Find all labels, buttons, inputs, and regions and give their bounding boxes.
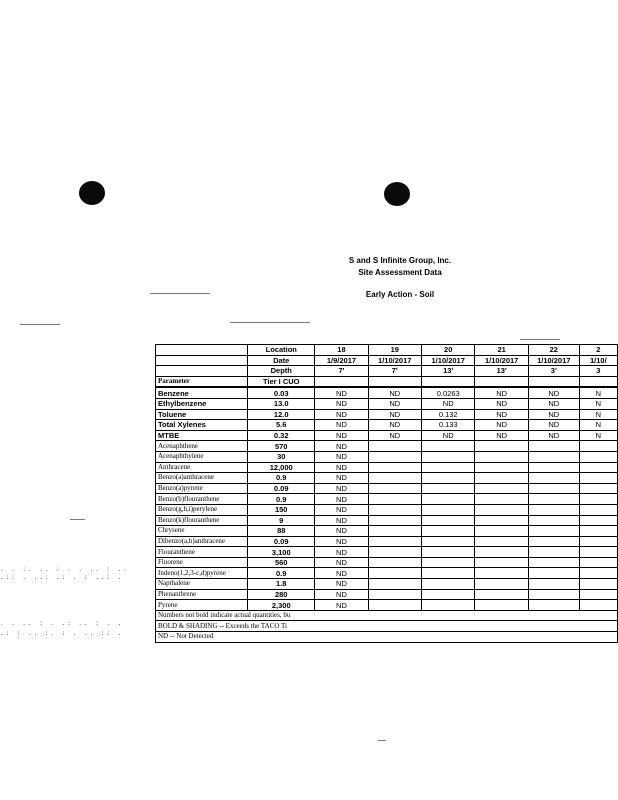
result-cell: ND: [315, 557, 368, 568]
result-cell: ND: [315, 473, 368, 484]
cuo-cell: 280: [248, 589, 315, 600]
result-cell: [579, 579, 617, 590]
result-cell: 19: [368, 345, 421, 356]
result-cell: [579, 473, 617, 484]
result-cell: [421, 547, 474, 558]
cuo-cell: 570: [248, 441, 315, 452]
parameter-cell: MTBE: [156, 430, 248, 441]
result-cell: [475, 451, 528, 462]
result-cell: [579, 526, 617, 537]
table-row: [156, 547, 618, 558]
scan-speckle: [150, 293, 210, 294]
table-row: [156, 515, 618, 526]
parameter-cell: Dibenzo(a,h)anthracene: [156, 536, 248, 547]
header-row: [156, 376, 618, 387]
scan-speckle: [378, 740, 386, 741]
scan-speckle: [230, 322, 310, 323]
result-cell: [579, 568, 617, 579]
note-row: [156, 621, 618, 632]
scan-speckle: [20, 324, 60, 325]
cuo-cell: Tier I CUO: [248, 376, 315, 387]
result-cell: [421, 589, 474, 600]
result-cell: 13': [475, 366, 528, 377]
parameter-cell: Chrysene: [156, 526, 248, 537]
parameter-cell: Phenanthrene: [156, 589, 248, 600]
parameter-cell: [156, 355, 248, 366]
result-cell: [528, 526, 579, 537]
result-cell: ND: [315, 568, 368, 579]
result-cell: [421, 579, 474, 590]
result-cell: ND: [315, 536, 368, 547]
report-subtitle: Site Assessment Data: [358, 268, 442, 277]
table-row: [156, 494, 618, 505]
result-cell: 7': [368, 366, 421, 377]
table-row: [156, 398, 618, 409]
result-cell: ND: [315, 600, 368, 611]
scan-noise: . . .. : . .: .. : . .: [0, 620, 124, 627]
result-cell: 3: [579, 366, 617, 377]
result-cell: ND: [315, 441, 368, 452]
parameter-cell: Acenaphthylene: [156, 451, 248, 462]
result-cell: [368, 473, 421, 484]
table-row: [156, 526, 618, 537]
result-cell: 7': [315, 366, 368, 377]
result-cell: [528, 483, 579, 494]
parameter-cell: Benzo(a)anthracene: [156, 473, 248, 484]
result-cell: [421, 494, 474, 505]
table-row: [156, 568, 618, 579]
result-cell: [475, 526, 528, 537]
result-cell: 1/10/2017: [528, 355, 579, 366]
result-cell: ND: [421, 398, 474, 409]
table-row: [156, 579, 618, 590]
result-cell: 21: [475, 345, 528, 356]
table-row: [156, 557, 618, 568]
result-cell: N: [579, 430, 617, 441]
result-cell: 0.133: [421, 420, 474, 431]
result-cell: ND: [368, 430, 421, 441]
parameter-cell: Benzo(k)flouranthene: [156, 515, 248, 526]
result-cell: ND: [315, 462, 368, 473]
result-cell: [315, 376, 368, 387]
result-cell: [528, 557, 579, 568]
cuo-cell: 150: [248, 504, 315, 515]
result-cell: [475, 504, 528, 515]
result-cell: [368, 600, 421, 611]
result-cell: [475, 557, 528, 568]
result-cell: ND: [368, 420, 421, 431]
result-cell: 20: [421, 345, 474, 356]
result-cell: [579, 504, 617, 515]
result-cell: ND: [421, 430, 474, 441]
result-cell: 3': [528, 366, 579, 377]
result-cell: 0.132: [421, 409, 474, 420]
result-cell: [475, 600, 528, 611]
binder-hole-left: [79, 181, 105, 205]
result-cell: [475, 494, 528, 505]
result-cell: [421, 557, 474, 568]
result-cell: ND: [528, 430, 579, 441]
result-cell: [528, 515, 579, 526]
result-cell: ND: [315, 409, 368, 420]
result-cell: [528, 600, 579, 611]
result-cell: [368, 547, 421, 558]
result-cell: 1/9/2017: [315, 355, 368, 366]
result-cell: [475, 589, 528, 600]
cuo-cell: 0.03: [248, 387, 315, 398]
result-cell: [421, 504, 474, 515]
scan-noise: . . :. .. : . . .. : ..: [0, 566, 129, 573]
result-cell: ND: [315, 430, 368, 441]
section-title: Early Action - Soil: [365, 290, 435, 299]
note-row: [156, 610, 618, 621]
result-cell: N: [579, 409, 617, 420]
result-cell: [579, 451, 617, 462]
parameter-cell: [156, 366, 248, 377]
result-cell: [368, 451, 421, 462]
result-cell: 22: [528, 345, 579, 356]
cuo-cell: 3,100: [248, 547, 315, 558]
cuo-cell: 0.9: [248, 494, 315, 505]
parameter-cell: Acenaphthene: [156, 441, 248, 452]
cuo-cell: 0.09: [248, 483, 315, 494]
parameter-cell: Anthracene: [156, 462, 248, 473]
note-text: Numbers not bold indicate actual quantities, bu: [156, 610, 618, 621]
table-row: [156, 441, 618, 452]
result-cell: 13': [421, 366, 474, 377]
table-row: [156, 430, 618, 441]
parameter-cell: Benzene: [156, 387, 248, 398]
result-cell: [368, 579, 421, 590]
result-cell: 1/10/2017: [368, 355, 421, 366]
result-cell: [368, 557, 421, 568]
cuo-cell: 0.9: [248, 568, 315, 579]
cuo-cell: 0.09: [248, 536, 315, 547]
result-cell: ND: [315, 547, 368, 558]
scan-noise: .:: . ..: .: . : ..: .: [0, 574, 124, 581]
result-cell: [368, 589, 421, 600]
header-row: [156, 366, 618, 377]
result-cell: [421, 473, 474, 484]
result-cell: ND: [475, 420, 528, 431]
result-cell: [579, 483, 617, 494]
table-row: [156, 387, 618, 398]
table-row: [156, 462, 618, 473]
result-cell: [368, 483, 421, 494]
parameter-cell: Benzo(a)pyrene: [156, 483, 248, 494]
cuo-cell: 12,000: [248, 462, 315, 473]
result-cell: [579, 515, 617, 526]
result-cell: ND: [315, 589, 368, 600]
result-cell: [421, 600, 474, 611]
scan-speckle: [70, 519, 85, 520]
scan-speckle: [520, 339, 560, 340]
result-cell: ND: [528, 409, 579, 420]
result-cell: [528, 462, 579, 473]
result-cell: [579, 600, 617, 611]
table-row: [156, 420, 618, 431]
parameter-cell: Parameter: [156, 376, 248, 387]
result-cell: [368, 568, 421, 579]
result-cell: [528, 579, 579, 590]
result-cell: [421, 451, 474, 462]
parameter-cell: Benzo(b)flouranthene: [156, 494, 248, 505]
cuo-cell: 12.0: [248, 409, 315, 420]
result-cell: ND: [528, 398, 579, 409]
result-cell: [475, 579, 528, 590]
result-cell: ND: [315, 504, 368, 515]
result-cell: [528, 473, 579, 484]
result-cell: [475, 462, 528, 473]
result-cell: [579, 376, 617, 387]
parameter-cell: Benzo(g,h,i)perylene: [156, 504, 248, 515]
table-row: [156, 536, 618, 547]
result-cell: N: [579, 420, 617, 431]
result-cell: [475, 568, 528, 579]
result-cell: ND: [315, 387, 368, 398]
result-cell: [368, 462, 421, 473]
result-cell: [579, 589, 617, 600]
result-cell: [528, 568, 579, 579]
soil-data-table: [155, 344, 618, 643]
result-cell: [579, 462, 617, 473]
result-cell: [421, 536, 474, 547]
result-cell: [579, 557, 617, 568]
result-cell: ND: [315, 494, 368, 505]
result-cell: [421, 376, 474, 387]
result-cell: ND: [315, 420, 368, 431]
header-row: [156, 345, 618, 356]
cuo-cell: 0.9: [248, 473, 315, 484]
table-row: [156, 409, 618, 420]
result-cell: [421, 462, 474, 473]
result-cell: [475, 515, 528, 526]
cuo-cell: Location: [248, 345, 315, 356]
result-cell: [579, 536, 617, 547]
result-cell: 18: [315, 345, 368, 356]
cuo-cell: 1.8: [248, 579, 315, 590]
result-cell: [475, 441, 528, 452]
result-cell: N: [579, 398, 617, 409]
table-row: [156, 483, 618, 494]
result-cell: [475, 547, 528, 558]
parameter-cell: Flouranthene: [156, 547, 248, 558]
result-cell: [579, 494, 617, 505]
cuo-cell: Date: [248, 355, 315, 366]
result-cell: ND: [315, 451, 368, 462]
result-cell: [368, 376, 421, 387]
result-cell: [475, 376, 528, 387]
cuo-cell: Depth: [248, 366, 315, 377]
result-cell: [579, 547, 617, 558]
cuo-cell: 560: [248, 557, 315, 568]
result-cell: [528, 494, 579, 505]
result-cell: ND: [315, 398, 368, 409]
note-text: BOLD & SHADING -- Exceeds the TACO Ti: [156, 621, 618, 632]
parameter-cell: Indeno(1,2,3-c,d)pyrene: [156, 568, 248, 579]
result-cell: ND: [315, 483, 368, 494]
scan-noise: .: : .. :. : . .. :: .: [0, 630, 124, 637]
cuo-cell: 9: [248, 515, 315, 526]
result-cell: 2: [579, 345, 617, 356]
result-cell: [368, 504, 421, 515]
result-cell: [528, 376, 579, 387]
result-cell: [421, 568, 474, 579]
result-cell: ND: [475, 430, 528, 441]
result-cell: ND: [528, 420, 579, 431]
parameter-cell: Pyrene: [156, 600, 248, 611]
cuo-cell: 30: [248, 451, 315, 462]
table-row: [156, 600, 618, 611]
result-cell: [475, 473, 528, 484]
result-cell: ND: [368, 409, 421, 420]
parameter-cell: Fluorene: [156, 557, 248, 568]
result-cell: [528, 536, 579, 547]
note-text: ND -- Not Detected: [156, 632, 618, 643]
header-row: [156, 355, 618, 366]
result-cell: [368, 526, 421, 537]
result-cell: [528, 441, 579, 452]
result-cell: 0.0263: [421, 387, 474, 398]
parameter-cell: Napthalene: [156, 579, 248, 590]
result-cell: 1/10/2017: [421, 355, 474, 366]
result-cell: [368, 536, 421, 547]
note-row: [156, 632, 618, 643]
result-cell: 1/10/2017: [475, 355, 528, 366]
result-cell: [368, 441, 421, 452]
cuo-cell: 2,300: [248, 600, 315, 611]
parameter-cell: Toluene: [156, 409, 248, 420]
binder-hole-right: [384, 182, 410, 206]
result-cell: ND: [475, 387, 528, 398]
result-cell: [368, 515, 421, 526]
cuo-cell: 5.6: [248, 420, 315, 431]
cuo-cell: 0.32: [248, 430, 315, 441]
table-row: [156, 473, 618, 484]
result-cell: ND: [315, 526, 368, 537]
company-name: S and S Infinite Group, Inc.: [348, 256, 452, 265]
result-cell: 1/10/: [579, 355, 617, 366]
result-cell: ND: [368, 398, 421, 409]
result-cell: ND: [475, 409, 528, 420]
result-cell: [475, 536, 528, 547]
result-cell: [421, 526, 474, 537]
cuo-cell: 13.0: [248, 398, 315, 409]
result-cell: ND: [368, 387, 421, 398]
result-cell: [421, 441, 474, 452]
cuo-cell: 88: [248, 526, 315, 537]
result-cell: [421, 515, 474, 526]
result-cell: [579, 441, 617, 452]
result-cell: N: [579, 387, 617, 398]
parameter-cell: Total Xylenes: [156, 420, 248, 431]
result-cell: [528, 547, 579, 558]
table-row: [156, 451, 618, 462]
parameter-cell: Ethylbenzene: [156, 398, 248, 409]
result-cell: [528, 451, 579, 462]
result-cell: ND: [528, 387, 579, 398]
table-row: [156, 589, 618, 600]
parameter-cell: [156, 345, 248, 356]
result-cell: ND: [315, 515, 368, 526]
result-cell: [528, 589, 579, 600]
result-cell: [368, 494, 421, 505]
result-cell: ND: [315, 579, 368, 590]
result-cell: ND: [475, 398, 528, 409]
table-row: [156, 504, 618, 515]
result-cell: [528, 504, 579, 515]
result-cell: [421, 483, 474, 494]
result-cell: [475, 483, 528, 494]
